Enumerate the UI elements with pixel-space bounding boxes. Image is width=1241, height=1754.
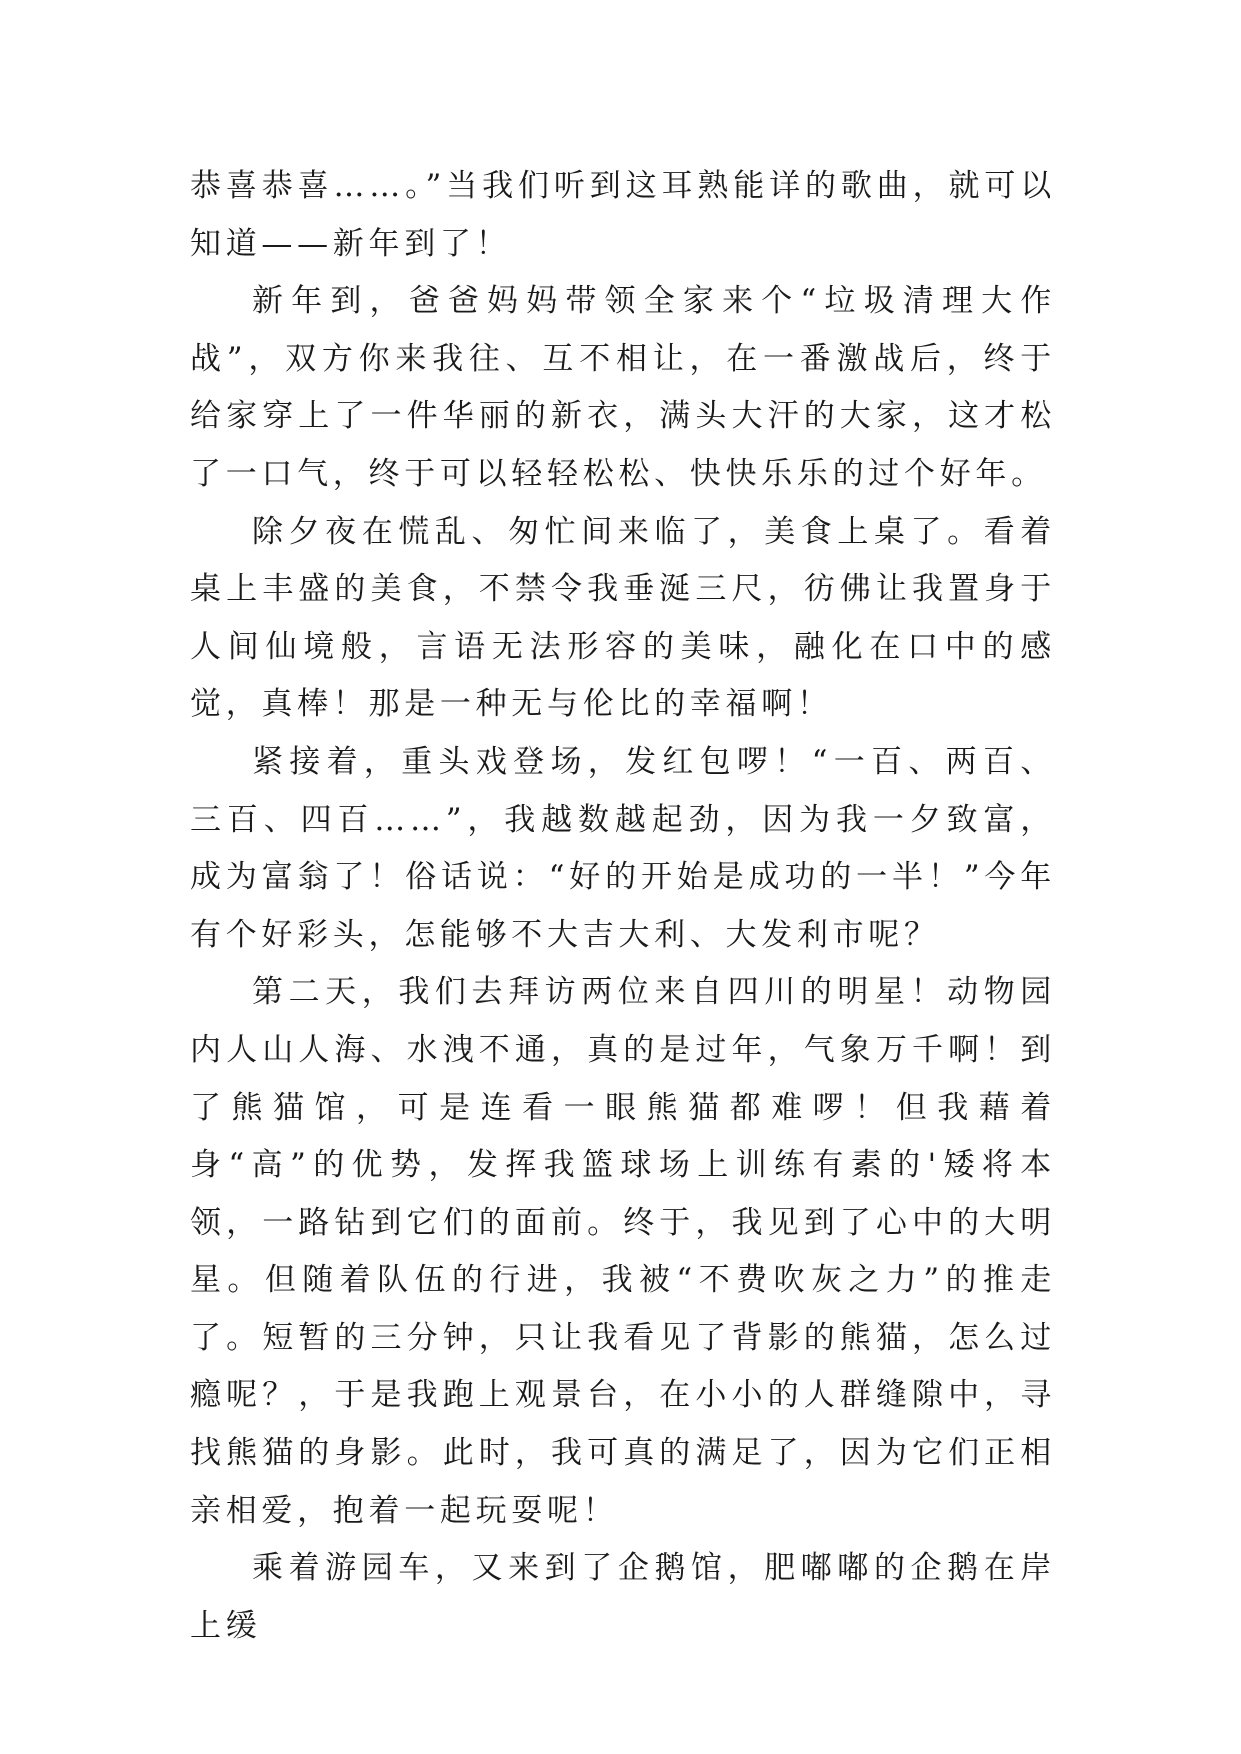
- article-body: [190, 158, 1056, 1655]
- paragraph-6: 乘着游园车，又来到了企鹅馆，肥嘟嘟的企鹅在岸上缓: [190, 1550, 1056, 1644]
- paragraph-2: 新年到，爸爸妈妈带领全家来个“垃圾清理大作战”，双方你来我往、互不相让，在一番激战后，终于给家穿上了一件华丽的新衣，满头大汗的大家，这才松了一口气，终于可以轻轻松松、快快乐乐的过个好年。: [190, 283, 1056, 492]
- paragraph-4: 紧接着，重头戏登场，发红包啰！“一百、两百、三百、四百……”，我越数越起劲，因为我一夕致富，成为富翁了！俗话说：“好的开始是成功的一半！”今年有个好彩头，怎能够不大吉大利、大发利市呢？: [190, 743, 1056, 953]
- paragraph-3: 除夕夜在慌乱、匆忙间来临了，美食上桌了。看着桌上丰盛的美食，不禁令我垂涎三尺，彷佛让我置身于人间仙境般，言语无法形容的美味，融化在口中的感觉，真棒！那是一种无与伦比的幸福啊！: [190, 513, 1056, 723]
- paragraph-1: 恭喜恭喜……。”当我们听到这耳熟能详的歌曲，就可以知道——新年到了！: [190, 168, 1056, 262]
- paragraph-5: 第二天，我们去拜访两位来自四川的明星！动物园内人山人海、水洩不通，真的是过年，气象万千啊！到了熊猫馆，可是连看一眼熊猫都难啰！但我藉着身“高”的优势，发挥我篮球场上训练有素的'矮将本领，一路钻到它们的面前。终于，我见到了心中的大明星。但随着队伍的行进，我被“不费吹灰之力”的推走了。短暂的三分钟，只让我看见了背影的熊猫，怎么过瘾呢？，于是我跑上观景台，在小小的人群缝隙中，寻找熊猫的身影。此时，我可真的满足了，因为它们正相亲相爱，抱着一起玩耍呢！: [190, 974, 1056, 1529]
